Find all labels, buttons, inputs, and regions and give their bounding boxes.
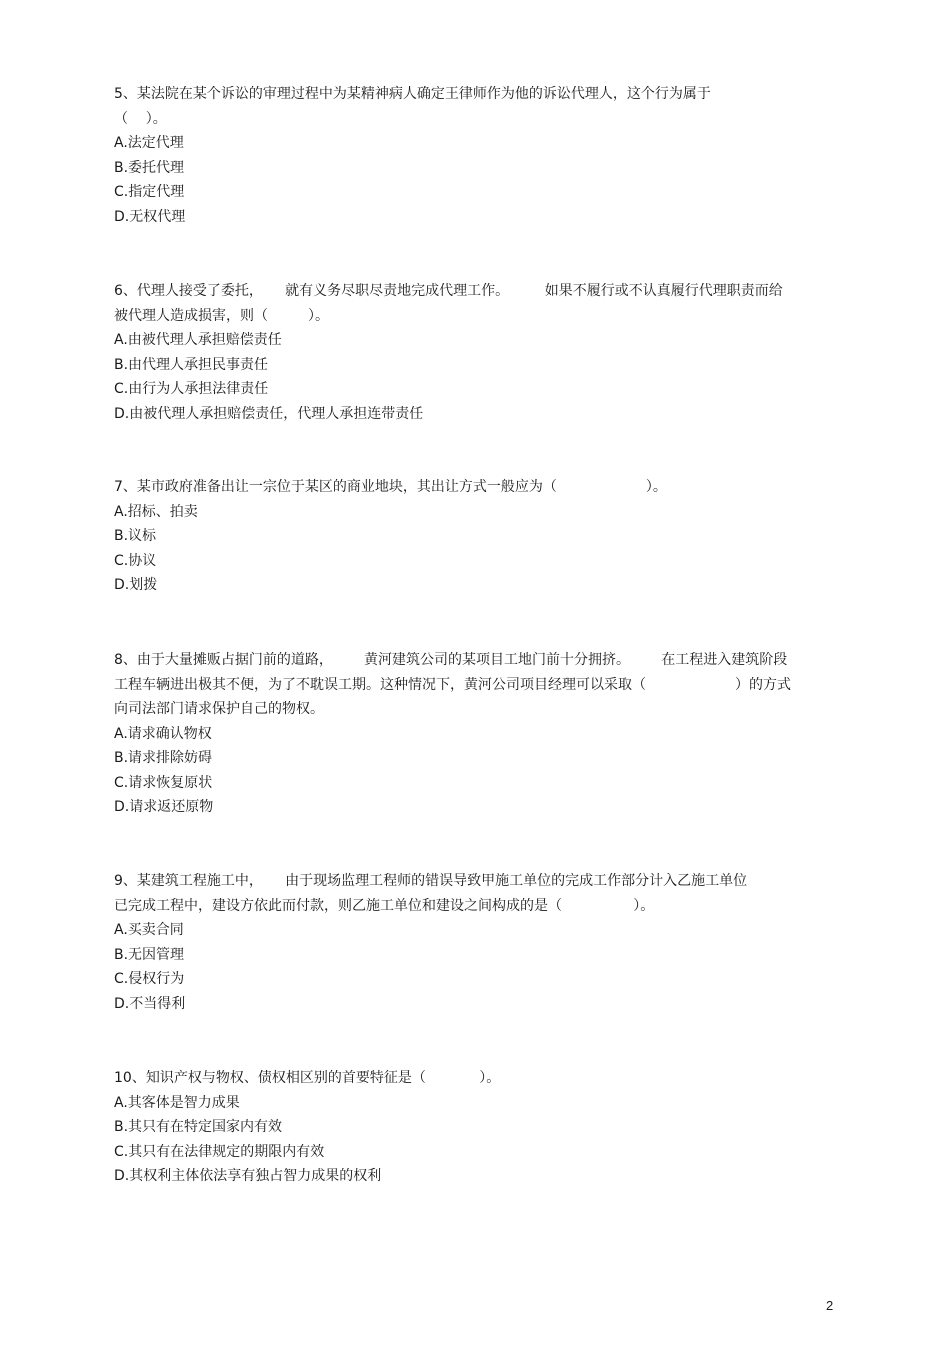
option-a: A.买卖合同: [114, 922, 184, 938]
option-b: B.无因管理: [114, 946, 185, 963]
question-9: [114, 869, 834, 1016]
option-d: D.其权利主体依法享有独占智力成果的权利: [114, 1168, 382, 1184]
question-stem-line: 7、某市政府准备出让一宗位于某区的商业地块，其出让方式一般应为（ ）。: [114, 479, 667, 495]
option-a: A.由被代理人承担赔偿责任: [114, 332, 282, 348]
question-stem-line: 工程车辆进出极其不便，为了不耽误工期。这种情况下，黄河公司项目经理可以采取（ ）的方式: [114, 676, 792, 693]
option-c: C.由行为人承担法律责任: [114, 381, 269, 397]
option-c: C.侵权行为: [114, 971, 185, 987]
question-stem-line: 被代理人造成损害，则（ ）。: [114, 307, 330, 324]
question-stem-line: （ ）。: [114, 110, 167, 127]
option-a: A.请求确认物权: [114, 725, 212, 742]
option-c: C.其只有在法律规定的期限内有效: [114, 1143, 325, 1160]
question-stem-line: 8、由于大量摊贩占据门前的道路， 黄河建筑公司的某项目工地门前十分拥挤。 在工程进入建筑阶段: [114, 652, 788, 668]
question-10: [114, 1066, 834, 1189]
page-number: 2: [826, 1298, 834, 1313]
option-c: C.协议: [114, 552, 157, 569]
option-d: D.无权代理: [114, 208, 186, 225]
option-c: C.指定代理: [114, 184, 185, 200]
option-b: B.请求排除妨碍: [114, 750, 213, 766]
question-stem-line: 向司法部门请求保护自己的物权。: [114, 701, 324, 717]
option-a: A.招标、拍卖: [114, 503, 198, 520]
question-6: [114, 279, 834, 426]
option-b: B.由代理人承担民事责任: [114, 356, 269, 373]
question-stem-line: 6、代理人接受了委托， 就有义务尽职尽责地完成代理工作。 如果不履行或不认真履行代理职责而给: [114, 283, 783, 299]
option-d: D.不当得利: [114, 995, 186, 1012]
option-b: B.议标: [114, 528, 157, 544]
question-stem-line: 已完成工程中，建设方依此而付款，则乙施工单位和建设之间构成的是（ ）。: [114, 897, 655, 914]
option-b: B.委托代理: [114, 159, 185, 176]
option-d: D.划拨: [114, 577, 158, 593]
question-7: [114, 475, 834, 598]
question-stem-line: 10、知识产权与物权、债权相区别的首要特征是（ ）。: [114, 1070, 501, 1086]
option-d: D.请求返还原物: [114, 799, 214, 815]
option-a: A.法定代理: [114, 135, 184, 151]
option-a: A.其客体是智力成果: [114, 1094, 240, 1111]
question-stem-line: 5、某法院在某个诉讼的审理过程中为某精神病人确定王律师作为他的诉讼代理人，这个行为属于: [114, 86, 711, 102]
option-c: C.请求恢复原状: [114, 774, 213, 791]
option-d: D.由被代理人承担赔偿责任，代理人承担连带责任: [114, 405, 424, 422]
question-stem-line: 9、某建筑工程施工中， 由于现场监理工程师的错误导致甲施工单位的完成工作部分计入乙施工单位: [114, 873, 748, 889]
question-8: [114, 648, 834, 820]
question-5: [114, 82, 834, 229]
option-b: B.其只有在特定国家内有效: [114, 1119, 283, 1135]
